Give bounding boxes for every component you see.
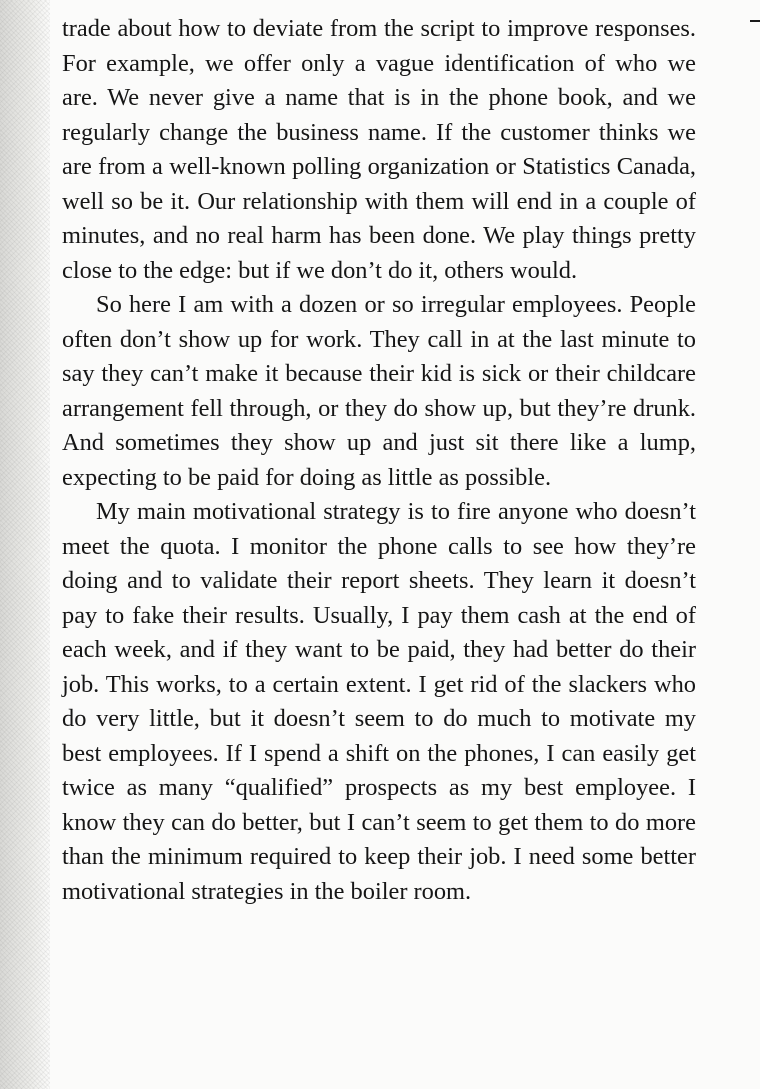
paragraph-motivation: My main motivational strategy is to fire anyone who doesn’t meet the quota. I monitor the phone calls to see how they’re doing and to validate their report sheets. They learn it doesn’t pay to fake their results. Usually, I pay them cash at the end of each week, and if they want to be paid, they had better do their job. This works, to a certain extent. I get rid of the slackers who do very little, but it doesn’t seem to do much to motivate my best employees. If I spend a shift on the phones, I can easily get twice as many “qualified” prospects as my best employee. I know they can do better, but I can’t seem to get them to do more than the minimum required to keep their job. I need some better motivational strategies in the boiler room. — [62, 498, 696, 905]
page-binding-edge — [0, 0, 50, 1089]
body-text — [62, 12, 696, 909]
paragraph-continued: trade about how to deviate from the script to improve responses. For example, we offer only a vague identification of who we are. We never give a name that is in the phone book, and we regularly change the business name. If the customer thinks we are from a well-known polling organization or Statistics Canada, well so be it. Our relationship with them will end in a couple of minutes, and no real harm has been done. We play things pretty close to the edge: but if we don’t do it, others would. — [62, 15, 696, 284]
page-edge-mark — [750, 20, 760, 22]
paragraph-employees: So here I am with a dozen or so irregular employees. People often don’t show up for work. They call in at the last minute to say they can’t make it because their kid is sick or their childcare arrangement fell through, or they do show up, but they’re drunk. And sometimes they show up and just sit there like a lump, expecting to be paid for doing as little as possible. — [62, 291, 696, 491]
